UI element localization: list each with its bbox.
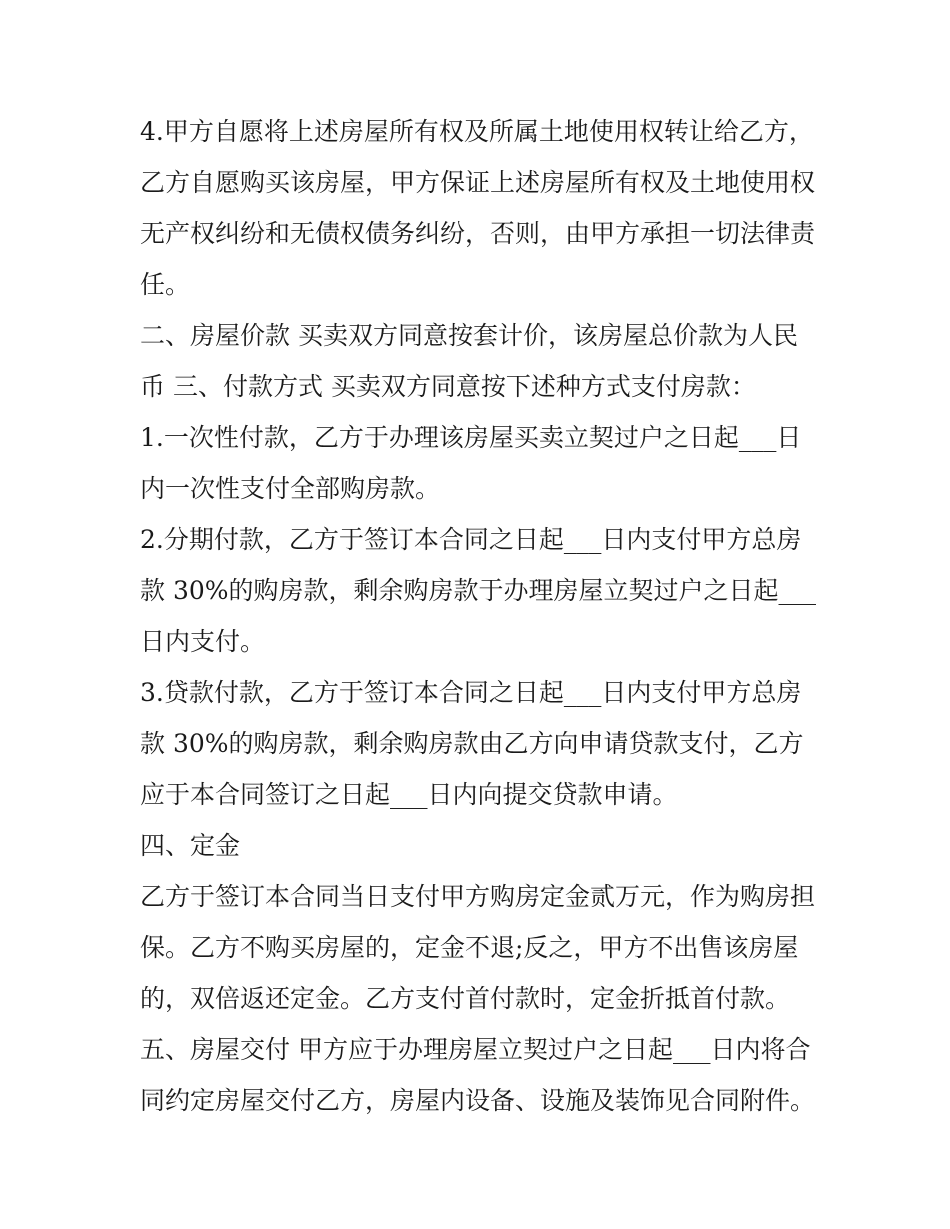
text-line: 日内支付。: [140, 627, 266, 656]
text-line: 四、定金: [140, 831, 241, 860]
text-line: 乙方于签订本合同当日支付甲方购房定金贰万元，作为购房担: [140, 882, 816, 911]
text-line: 同约定房屋交付乙方，房屋内设备、设施及装饰见合同附件。: [140, 1086, 816, 1115]
text-line: 五、房屋交付 甲方应于办理房屋立契过户之日起___日内将合: [140, 1035, 811, 1064]
text-line: 乙方自愿购买该房屋，甲方保证上述房屋所有权及土地使用权: [140, 168, 816, 197]
text-line: 1.一次性付款，乙方于办理该房屋买卖立契过户之日起___日: [140, 423, 802, 452]
text-line: 的，双倍返还定金。乙方支付首付款时，定金折抵首付款。: [140, 984, 791, 1013]
text-line: 任。: [140, 270, 191, 299]
text-line: 3.贷款付款，乙方于签订本合同之日起___日内支付甲方总房: [140, 678, 802, 707]
text-line: 2.分期付款，乙方于签订本合同之日起___日内支付甲方总房: [140, 525, 802, 554]
text-line: 无产权纠纷和无债权债务纠纷，否则，由甲方承担一切法律责: [140, 219, 816, 248]
text-line: 保。乙方不购买房屋的，定金不退;反之，甲方不出售该房屋: [140, 933, 799, 962]
text-line: 4.甲方自愿将上述房屋所有权及所属土地使用权转让给乙方，: [140, 117, 814, 146]
text-line: 币 三、付款方式 买卖双方同意按下述种方式支付房款：: [140, 372, 756, 401]
document-body: [140, 106, 820, 1126]
text-line: 款 30%的购房款，剩余购房款由乙方向申请贷款支付，乙方: [140, 729, 804, 758]
text-line: 应于本合同签订之日起___日内向提交贷款申请。: [140, 780, 678, 809]
text-line: 二、房屋价款 买卖双方同意按套计价，该房屋总价款为人民: [140, 321, 798, 350]
text-line: 款 30%的购房款，剩余购房款于办理房屋立契过户之日起___: [140, 576, 817, 605]
text-line: 内一次性支付全部购房款。: [140, 474, 441, 503]
